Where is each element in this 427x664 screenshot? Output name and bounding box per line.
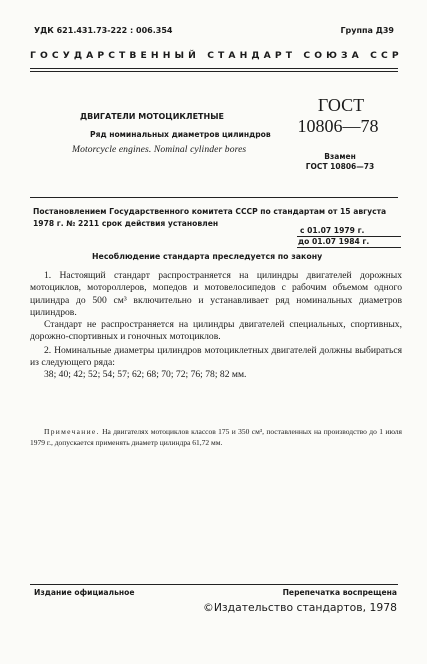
decree-rule [30, 197, 398, 198]
paragraph-scope: 1. Настоящий стандарт распространяется на цилиндры двигателей дорожных мотоциклов, мотороллеров, мопедов и мотовелосипедов с рабочим объемом одного цилиндра до 500 см³ включительно и устанавливает ряд номинальных диаметров цилиндров. [30, 270, 402, 318]
standard-body [30, 270, 402, 382]
reprint-notice: Перепечатка воспрещена [282, 588, 397, 597]
date-to: до 01.07 1984 г. [298, 237, 370, 246]
date-from: с 01.07 1979 г. [300, 226, 365, 235]
law-warning: Несоблюдение стандарта преследуется по закону [92, 252, 323, 261]
udk-code: УДК 621.431.73-222 : 006.354 [34, 26, 173, 35]
title-en: Motorcycle engines. Nominal cylinder bores [72, 144, 247, 155]
footer-rule [30, 584, 398, 585]
title-ru: ДВИГАТЕЛИ МОТОЦИКЛЕТНЫЕ [80, 112, 224, 121]
decree-text: Постановлением Государственного комитета СССР по стандартам от 15 августа 1978 г. № 2211 срок действия установлен [33, 207, 387, 228]
header-rule-top [30, 68, 398, 69]
paragraph-diameters: 2. Номинальные диаметры цилиндров мотоциклетных двигателей должны выбираться из следующего ряда: [30, 344, 402, 369]
subtitle-ru: Ряд номинальных диаметров цилиндров [90, 130, 271, 139]
replaces-value: ГОСТ 10806—73 [305, 162, 375, 171]
replaces-label: Взамен [324, 152, 356, 161]
paragraph-exclusion: Стандарт не распространяется на цилиндры двигателей специальных, спортивных, дорожно-спортивных и гоночных мотоциклов. [30, 319, 402, 343]
diameter-series: 38; 40; 42; 52; 54; 57; 62; 68; 70; 72; 76; 78; 82 мм. [44, 369, 247, 381]
note-label: Примечание. [44, 427, 100, 436]
note-text: На двигателях мотоциклов классов 175 и 350 см³, поставленных на производство до 1 июля 1979 г., допускается применять диаметр цилиндра 61,72 мм. [30, 427, 402, 447]
gost-label: ГОСТ [317, 95, 365, 115]
note [30, 427, 402, 448]
official-edition: Издание официальное [34, 588, 135, 597]
group-code: Группа Д39 [340, 26, 394, 35]
gost-number: 10806—78 [297, 116, 379, 136]
header-rule-bottom [30, 71, 398, 72]
publisher: ©Издательство стандартов, 1978 [203, 601, 397, 614]
standard-banner: ГОСУДАРСТВЕННЫЙ СТАНДАРТ СОЮЗА ССР [30, 50, 403, 61]
date-underline-2 [297, 247, 401, 248]
